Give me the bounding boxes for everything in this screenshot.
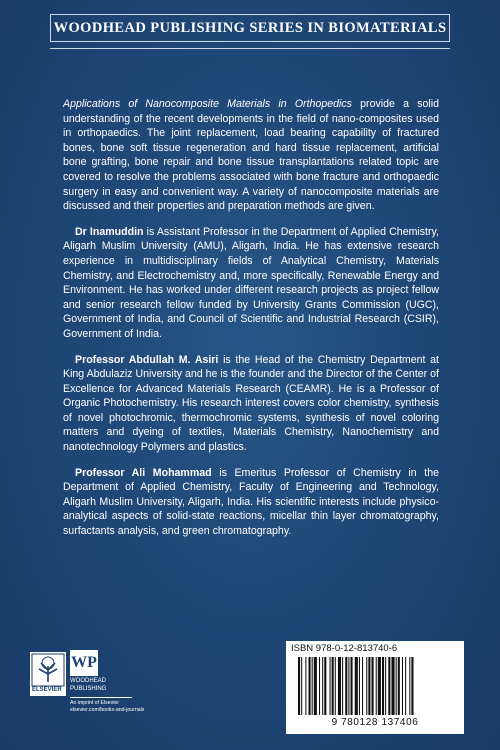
author-bio-mohammad	[63, 466, 439, 539]
imprint-line2: elsevier.com/books-and-journals	[70, 707, 145, 713]
author-name: Dr Inamuddin	[75, 225, 144, 238]
barcode-bar	[385, 657, 386, 715]
series-banner	[50, 14, 450, 42]
barcode-bar	[314, 657, 317, 715]
wp-line1: WOODHEAD	[70, 678, 106, 684]
isbn-label: ISBN 978-0-12-813740-6	[291, 643, 398, 654]
author-bio-asiri	[63, 353, 439, 455]
barcode-bar	[319, 657, 320, 715]
barcode-bar	[335, 657, 336, 715]
barcode-bar	[382, 657, 384, 715]
barcode-bar	[348, 657, 349, 715]
elsevier-logo	[30, 652, 66, 696]
barcode-bar	[322, 657, 323, 715]
barcode-bar	[362, 657, 363, 715]
barcode-bar	[388, 657, 390, 715]
barcode-number: 9 780128 137406	[331, 717, 419, 728]
wp-line2: PUBLISHING	[70, 686, 107, 692]
barcode-bar	[378, 657, 381, 715]
logo-divider	[70, 697, 132, 698]
barcode-bar	[351, 657, 353, 715]
barcode-bar	[342, 657, 343, 715]
barcode-bar	[398, 657, 400, 715]
imprint-line1: An imprint of Elsevier	[70, 700, 120, 706]
author-bio-text: is the Head of the Chemistry Department at King Abdulaziz University and he is the founder and the Director of the Center of Excellence for Advanced Materials Research (CEAMR). He is a Professor of Organic Photochemistry. His research interest covers color chemistry, synthesis of novel photochromic, thermochromic systems, synthesis of novel coloring matters and dyeing of textiles, Materials Chemistry, Nanochemistry and nanotechnology Polymers and plastics.	[63, 353, 440, 454]
barcode-bar	[301, 657, 302, 715]
author-bio-text: is Emeritus Professor of Chemistry in the Department of Applied Chemistry, Faculty of Engineering and Technology, Aligarh Muslim University, Aligarh, India. His scientific interests include physico-analytical aspects of solid-state reactions, micellar thin layer chromatography, surfactants analysis, and green chromatography.	[63, 466, 439, 538]
barcode-bar	[368, 657, 370, 715]
back-cover-text	[63, 97, 439, 550]
barcode-bar	[345, 657, 347, 715]
barcode-bar	[324, 657, 326, 715]
wp-logo: WP	[70, 650, 98, 676]
author-bio-inamuddin	[63, 225, 439, 342]
barcode-bar	[332, 657, 334, 715]
barcode-bar	[305, 657, 306, 715]
author-bio-text: is Assistant Professor in the Department of Applied Chemistry, Aligarh Muslim University (AMU), Aligarh, India. He has extensive research experience in multidisciplinary fields of Analytical Chemistry, Materials Chemistry, and Electrochemistry and, more specifically, Renewable Energy and Environment. He has worked under different research projects as project fellow and senior research fellow funded by University Grants Commission (UGC), Government of India, and Council of Scientific and Industrial Research (CSIR), Government of India.	[63, 225, 439, 340]
barcode-bar	[402, 657, 403, 715]
barcode-bar	[372, 657, 374, 715]
description-text: provide a solid understanding of the recent developments in the field of nano-composites used in orthopaedics. The joint replacement, load bearing capability of fractured bones, bone soft tissue regeneration and hard tissue replacement, artificial bone grafting, bone repair and bone tissue transplantations related topic are covered to resolve the problems associated with bone fracture and orthopaedic surgery in easy and convenient way. A variety of nanocomposite materials are discussed and their properties and preparation methods are given.	[63, 98, 439, 213]
elsevier-label: ELSEVIER	[32, 687, 62, 693]
series-title: WOODHEAD PUBLISHING SERIES IN BIOMATERIALS	[53, 19, 447, 36]
barcode-bar	[359, 657, 360, 715]
barcode-bar	[411, 657, 413, 715]
barcode-bars	[298, 657, 452, 717]
barcode-bar	[298, 657, 300, 715]
barcode-bar	[330, 657, 331, 715]
book-title: Applications of Nanocomposite Materials in Orthopedics	[63, 98, 352, 110]
barcode-bar	[338, 657, 341, 715]
book-description	[63, 97, 439, 214]
barcode-bar	[405, 657, 406, 715]
barcode-bar	[309, 657, 311, 715]
barcode-bar	[396, 657, 397, 715]
top-rule	[50, 48, 450, 49]
barcode-bar	[376, 657, 377, 715]
author-name: Professor Ali Mohammad	[75, 466, 212, 479]
barcode-bar	[366, 657, 367, 715]
barcode-bar	[355, 657, 358, 715]
author-name: Professor Abdullah M. Asiri	[75, 353, 219, 366]
barcode-area	[286, 641, 464, 734]
barcode-bar	[409, 657, 410, 715]
barcode-bar	[312, 657, 313, 715]
barcode-bar	[391, 657, 394, 715]
